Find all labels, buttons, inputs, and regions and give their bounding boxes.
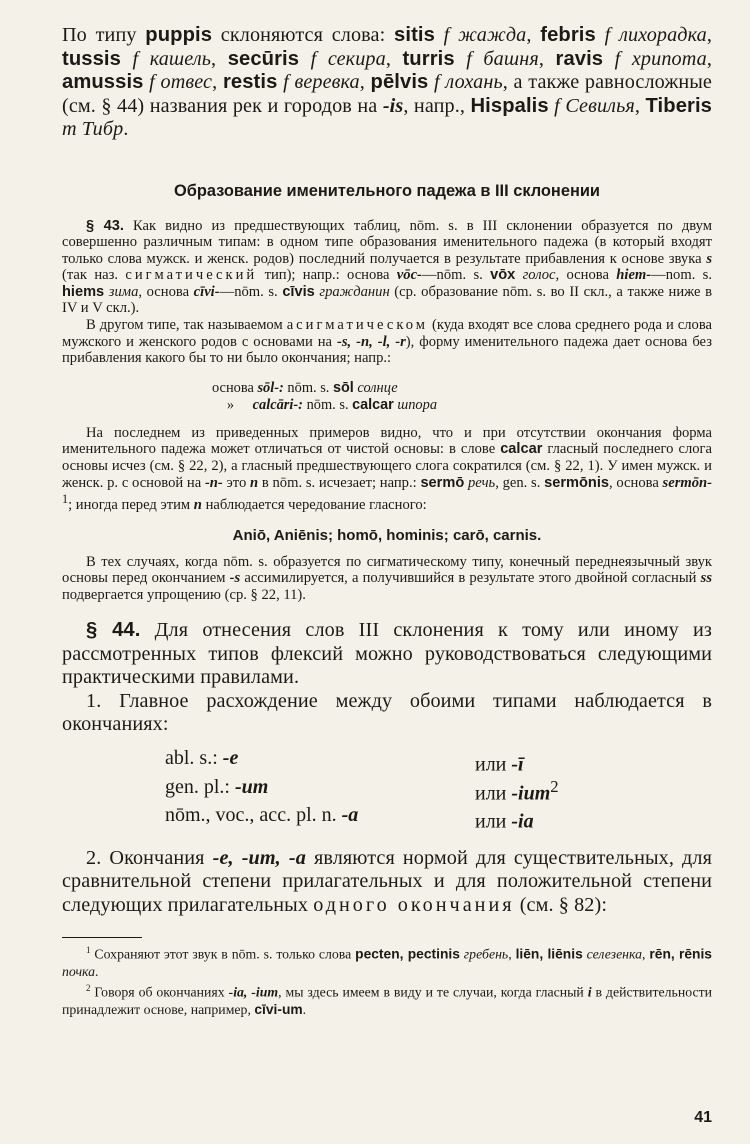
latin-word: hiems	[62, 283, 105, 300]
text: ,	[359, 71, 371, 93]
text: гласный последнего слога основы исчез (см. § 22, 2), а гласный предшествующего слога сократился (см. § 22, 1). У имен мужск. и женск. р. с основой на	[62, 441, 712, 491]
text: ; иногда перед этим	[68, 497, 194, 514]
intro-paragraph	[62, 24, 712, 142]
section-heading: Образование именительного падежа в III склонении	[173, 181, 601, 200]
section-number: § 43.	[86, 217, 124, 234]
text: ,	[526, 24, 541, 46]
text: По типу	[62, 24, 146, 46]
latin-word: febris	[540, 24, 596, 46]
gender: f	[603, 47, 632, 70]
ending: -ia	[511, 810, 534, 833]
translation: селезенка	[582, 947, 643, 963]
endings-row	[165, 804, 712, 833]
latin-word: puppis	[145, 24, 213, 46]
footnote-divider	[62, 937, 142, 938]
text: , основа	[138, 283, 194, 300]
text: подвергается упрощению (ср. § 22, 11).	[62, 586, 306, 603]
case-label: gen. pl.:	[165, 775, 235, 798]
translation: почка	[62, 964, 96, 980]
text: ,	[706, 24, 712, 46]
translation: секира	[327, 47, 386, 70]
translation: хрипота	[631, 47, 707, 70]
text: ,	[538, 47, 556, 70]
translation: Тибр	[81, 118, 124, 140]
gender: f	[454, 47, 484, 70]
text: В другом типе, так называемом	[86, 317, 287, 334]
translation: отвес	[160, 71, 213, 93]
latin-word: sermō	[420, 474, 465, 491]
latin-word: calcar	[500, 441, 543, 458]
endings-left	[165, 747, 475, 776]
text: ,	[642, 947, 650, 963]
ending: -is	[382, 94, 404, 117]
text: Как видно из предшествующих таблиц, nōm. s. в III склонении образуется по двум совершенно различным типам: в одном типе образования именительного падежа (в который входят только слова мужск. и женск. родов) последний получается в результате прибавления к основе звука	[62, 217, 712, 267]
ending: -a	[341, 804, 359, 827]
emphasis: одного окончания	[313, 893, 515, 916]
endings-row	[165, 747, 712, 776]
gender: f	[299, 47, 328, 70]
text: .	[123, 118, 129, 140]
paragraph-43-calcar	[62, 425, 712, 514]
text: —nōm. s.	[421, 267, 491, 284]
footnote-marker: 1	[86, 945, 91, 956]
form-row	[212, 397, 712, 414]
gender: f	[277, 71, 295, 93]
gender: f	[143, 71, 161, 93]
page-body	[62, 24, 712, 1018]
section-number: § 44.	[86, 619, 141, 642]
case-label: nōm., voc., acc. pl. n.	[165, 804, 342, 827]
paragraph-44-rule-1: 1. Главное расхождение между обоими типами наблюдается в окончаниях:	[62, 689, 712, 736]
stem: sermōn-	[662, 474, 713, 491]
text: ,	[508, 947, 516, 963]
latin-word: liēn, liēnis	[515, 947, 583, 963]
translation: голос	[515, 267, 556, 284]
ending: -e	[222, 746, 239, 769]
text: (см. § 82):	[514, 893, 608, 916]
latin-word: Hispalis	[470, 94, 549, 117]
text: —nōm. s.	[219, 283, 283, 300]
text: склоняются слова:	[212, 24, 395, 46]
ending: ss	[700, 570, 712, 587]
form-row	[212, 380, 712, 397]
text: , gen. s.	[495, 474, 545, 491]
endings-right	[475, 804, 534, 833]
ending: s	[706, 250, 712, 267]
text: это	[222, 474, 251, 491]
text: nōm. s.	[302, 396, 353, 413]
endings-right	[475, 747, 524, 776]
latin-word: calcar	[352, 396, 394, 413]
text: ,	[211, 47, 228, 70]
translation: жажда	[458, 24, 527, 46]
endings-left	[165, 804, 475, 833]
text: На последнем из приведенных примеров видно, что и при отсутствии окончания форма именительного падежа может отличаться от чистой основы: в слове	[62, 424, 712, 458]
paragraph-43-assimilation	[62, 554, 712, 604]
text: 2. Окончания	[86, 846, 213, 869]
gender: f	[428, 71, 446, 93]
text: основа	[212, 379, 258, 396]
emphasis: сигматический	[125, 267, 258, 284]
translation: гражданин	[314, 283, 390, 300]
paragraph-44	[62, 619, 712, 690]
latin-word: sermōnis	[544, 474, 609, 491]
text: в действительности принадлежит основе, например,	[62, 984, 713, 1017]
text: nōm. s.	[283, 379, 334, 396]
stem: sōl-:	[257, 379, 284, 396]
translation: лохань	[445, 71, 503, 93]
paragraph-43-asigmatic	[62, 317, 712, 367]
text: (куда входят все слова среднего рода и слова мужского и женского родов с основами на	[62, 317, 712, 350]
ending: -ia, -ium	[228, 984, 279, 1000]
endings-right	[475, 776, 559, 805]
stem: vōc-	[396, 267, 422, 284]
text: ,	[385, 47, 403, 70]
text: (ср. образование nōm. s. во II скл., а также ниже в IV и V скл.).	[62, 283, 713, 317]
ending: -s	[229, 570, 241, 587]
text: , основа	[609, 474, 663, 491]
endings-left	[165, 776, 475, 805]
ending: -s, -n, -l, -r	[336, 333, 406, 350]
latin-word: ravis	[555, 47, 604, 70]
text: , напр.,	[403, 94, 471, 117]
gender: f	[548, 94, 566, 117]
gender: m	[62, 118, 82, 140]
text: Говоря об окончаниях	[90, 984, 229, 1000]
text: ,	[706, 47, 712, 70]
latin-word: tussis	[62, 47, 121, 70]
latin-word: vōx	[490, 267, 516, 284]
text: , основа	[555, 267, 617, 284]
emphasis: асигматическом	[286, 317, 428, 334]
translation: лихорадка	[619, 24, 707, 46]
text: Сохраняют этот звук в nōm. s. только слова	[90, 947, 356, 963]
text: В тех случаях, когда nōm. s. образуется по сигматическому типу, конечный переднеязычный звук основы перед окончанием	[62, 553, 712, 587]
paragraph-44-rule-2	[62, 847, 712, 918]
translation: зима	[104, 283, 139, 300]
translation: Севилья	[565, 94, 635, 117]
footnote-ref[interactable]: 1	[62, 492, 69, 507]
ending: -ī	[511, 753, 524, 776]
ending: -ium	[511, 782, 551, 805]
case-label: abl. s.:	[165, 746, 223, 769]
translation: веревка	[294, 71, 360, 93]
text: тип); напр.: основа	[257, 267, 397, 284]
text: в nōm. s. исчезает; напр.:	[258, 474, 421, 491]
alternation-examples: Aniō, Aniēnis; homō, hominis; carō, carnis.	[232, 526, 542, 544]
text: .	[95, 964, 99, 980]
latin-word: sōl	[333, 379, 354, 396]
ending: -um	[235, 775, 269, 798]
ending: n	[193, 497, 202, 514]
stem: cīvi-	[193, 283, 220, 300]
text: ,	[634, 94, 646, 117]
stem: hiem-	[616, 267, 652, 284]
ending: n	[250, 474, 259, 491]
text: .	[302, 1001, 307, 1017]
text: Для отнесения слов III склонения к тому или иному из рассмотренных типов флексий можно руководствоваться следующими практическими правилами.	[62, 619, 712, 689]
example-forms	[212, 380, 712, 414]
translation: кашель	[149, 47, 212, 70]
text: или	[475, 810, 512, 833]
footnote-1	[62, 942, 712, 980]
paragraph-43	[62, 218, 712, 318]
gender: f	[595, 24, 620, 46]
latin-word: cīvis	[282, 283, 315, 300]
latin-word: restis	[222, 71, 278, 93]
translation: речь	[464, 474, 496, 491]
text: являются нормой для существительных, для сравнительной степени прилагательных и для положительной степени следующих прилагательных	[62, 846, 712, 916]
endings-table	[165, 747, 712, 833]
text: ассимилируется, а получившийся в результате этого двойной согласный	[240, 570, 701, 587]
text: или	[475, 782, 512, 805]
translation: гребень	[459, 947, 509, 963]
page-number: 41	[694, 1109, 712, 1126]
latin-word: turris	[402, 47, 455, 70]
latin-word: secūris	[227, 47, 300, 70]
ending: i	[587, 984, 592, 1000]
text: ), форму именительного падежа дает основа без прибавления какого бы то ни было окончания; напр.:	[62, 333, 712, 367]
latin-word: Tiberis	[645, 94, 713, 117]
translation: солнце	[353, 379, 398, 396]
text: , мы здесь имеем в виду и те случаи, когда гласный	[278, 984, 588, 1000]
text: ,	[212, 71, 223, 93]
translation: шпора	[393, 396, 438, 413]
latin-word: sitis	[394, 24, 435, 46]
stem: calcāri-:	[252, 396, 303, 413]
latin-word: rēn, rēnis	[649, 947, 712, 963]
endings-row	[165, 776, 712, 805]
latin-word: amussis	[62, 71, 144, 93]
gender: f	[120, 47, 150, 70]
gender: f	[434, 24, 459, 46]
text: , а также равносложные (см. § 44) названия рек и городов на	[62, 71, 712, 117]
latin-word: pēlvis	[370, 71, 429, 93]
latin-word: pecten, pectinis	[355, 947, 460, 963]
footnote-ref[interactable]: 2	[550, 776, 559, 796]
ending: -n-	[204, 474, 223, 491]
ditto-mark: »	[226, 396, 235, 413]
footnote-marker: 2	[86, 983, 91, 994]
ending: -e, -um, -a	[212, 846, 306, 869]
translation: башня	[483, 47, 539, 70]
footnote-2	[62, 980, 712, 1018]
text: —nom. s.	[651, 267, 713, 284]
text: или	[475, 753, 512, 776]
text: наблюдается чередование гласного:	[201, 497, 427, 514]
latin-word: cīvi-um	[254, 1001, 303, 1017]
text: (так наз.	[62, 267, 126, 284]
